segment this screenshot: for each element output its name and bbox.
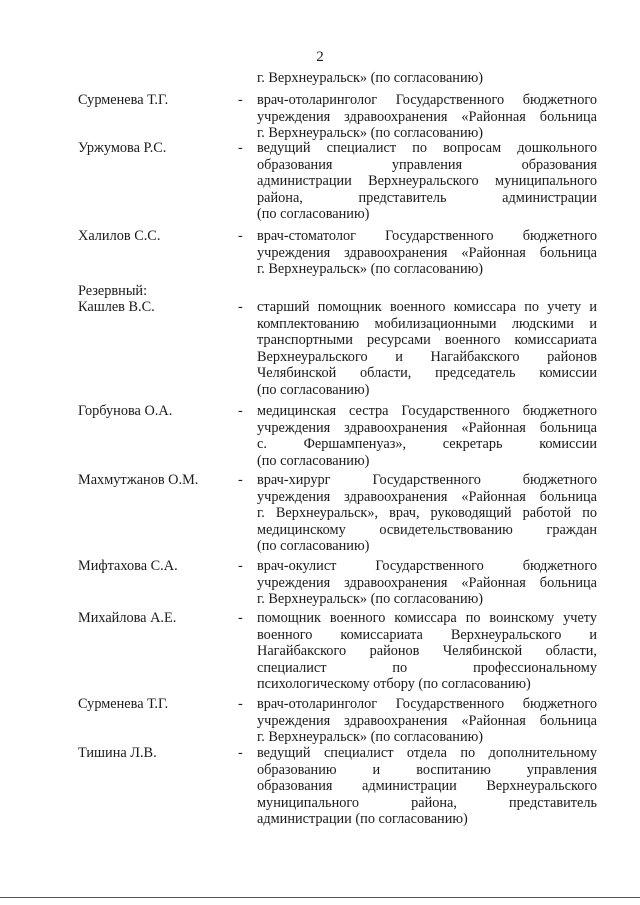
role-line: муниципального района, представитель: [257, 794, 597, 811]
dash-separator: -: [238, 472, 243, 488]
role-line: медицинскому освидетельствованию граждан: [257, 521, 597, 538]
member-name: Махмутжанов О.М.: [78, 472, 199, 488]
dash-separator: -: [238, 299, 243, 315]
dash-separator: -: [238, 558, 243, 574]
role-line: г. Верхнеуральск» (по согласованию): [257, 261, 484, 277]
role-line: образования управления образования: [257, 156, 597, 173]
role-line: (по согласованию): [257, 206, 370, 222]
role-line: г. Верхнеуральск» (по согласованию): [257, 729, 484, 745]
role-line: г. Верхнеуральск» (по согласованию): [257, 125, 484, 141]
dash-separator: -: [238, 696, 243, 712]
role-line: администрации Верхнеуральского муниципального: [257, 173, 597, 189]
role-line: учреждения здравоохранения «Районная больница: [257, 488, 597, 505]
role-line: г. Верхнеуральск» (по согласованию): [257, 591, 484, 607]
role-line: ведущий специалист по вопросам дошкольного: [257, 140, 597, 156]
dash-separator: -: [238, 403, 243, 419]
role-line: Верхнеуральского и Нагайбакского районов: [257, 348, 597, 365]
role-line: образования администрации Верхнеуральского: [257, 778, 597, 794]
member-name: Мифтахова С.А.: [78, 558, 178, 574]
member-role-description: [257, 92, 597, 142]
dash-separator: -: [238, 140, 243, 156]
role-line: Челябинской области, председатель комиссии: [257, 365, 597, 381]
role-line: помощник военного комиссара по воинскому учету: [257, 610, 597, 626]
continuation-text: г. Верхнеуральск» (по согласованию): [257, 70, 484, 86]
role-line: старший помощник военного комиссара по учету и: [257, 299, 597, 315]
member-role-description: [257, 696, 597, 746]
role-line: врач-стоматолог Государственного бюджетного: [257, 228, 597, 244]
dash-separator: -: [238, 745, 243, 761]
role-line: (по согласованию): [257, 452, 370, 469]
role-line: ведущий специалист отдела по дополнительному: [257, 745, 597, 761]
member-role-description: [257, 403, 597, 469]
role-line: Нагайбакского районов Челябинской области,: [257, 643, 597, 659]
member-role-description: [257, 299, 597, 398]
role-line: (по согласованию): [257, 538, 370, 554]
member-role-description: [257, 745, 597, 828]
role-line: транспортными ресурсами военного комиссариата: [257, 332, 597, 348]
member-name: Сурменева Т.Г.: [78, 696, 169, 712]
role-line: медицинская сестра Государственного бюджетного: [257, 403, 597, 419]
role-line: врач-хирург Государственного бюджетного: [257, 472, 597, 488]
dash-separator: -: [238, 92, 243, 108]
member-name: Тишина Л.В.: [78, 745, 157, 761]
role-line: учреждения здравоохранения «Районная больница: [257, 574, 597, 591]
member-name: Михайлова А.Е.: [78, 610, 177, 626]
role-line: учреждения здравоохранения «Районная больница: [257, 244, 597, 261]
page-number: 2: [316, 49, 324, 65]
dash-separator: -: [238, 610, 243, 626]
bottom-divider: [0, 897, 640, 898]
member-name: Сурменева Т.Г.: [78, 92, 169, 108]
role-line: учреждения здравоохранения «Районная больница: [257, 108, 597, 125]
role-line: врач-окулист Государственного бюджетного: [257, 558, 597, 574]
role-line: г. Верхнеуральск», врач, руководящий работой по: [257, 505, 597, 521]
member-role-description: [257, 610, 597, 693]
member-role-description: [257, 140, 597, 223]
member-role-description: [257, 558, 597, 608]
member-name: Уржумова Р.С.: [78, 140, 167, 156]
dash-separator: -: [238, 228, 243, 244]
role-line: врач-отоларинголог Государственного бюджетного: [257, 92, 597, 108]
role-line: комплектованию мобилизационными людскими и: [257, 315, 597, 332]
role-line: с. Фершампенуаз», секретарь комиссии: [257, 436, 597, 452]
role-line: специалист по профессиональному: [257, 659, 597, 676]
member-role-description: [257, 472, 597, 555]
role-line: военного комиссариата Верхнеуральского и: [257, 626, 597, 643]
role-line: района, представитель администрации: [257, 189, 597, 206]
member-role-description: [257, 228, 597, 278]
role-line: образованию и воспитанию управления: [257, 761, 597, 778]
role-line: учреждения здравоохранения «Районная больница: [257, 419, 597, 436]
role-line: администрации (по согласованию): [257, 811, 468, 827]
role-line: психологическому отбору (по согласованию): [257, 676, 531, 692]
role-line: врач-отоларинголог Государственного бюджетного: [257, 696, 597, 712]
member-name: Кашлев В.С.: [78, 299, 155, 315]
role-line: учреждения здравоохранения «Районная больница: [257, 712, 597, 729]
member-name: Халилов С.С.: [78, 228, 161, 244]
reserve-section-label: Резервный:: [78, 283, 148, 299]
role-line: (по согласованию): [257, 381, 370, 398]
member-name: Горбунова О.А.: [78, 403, 173, 419]
